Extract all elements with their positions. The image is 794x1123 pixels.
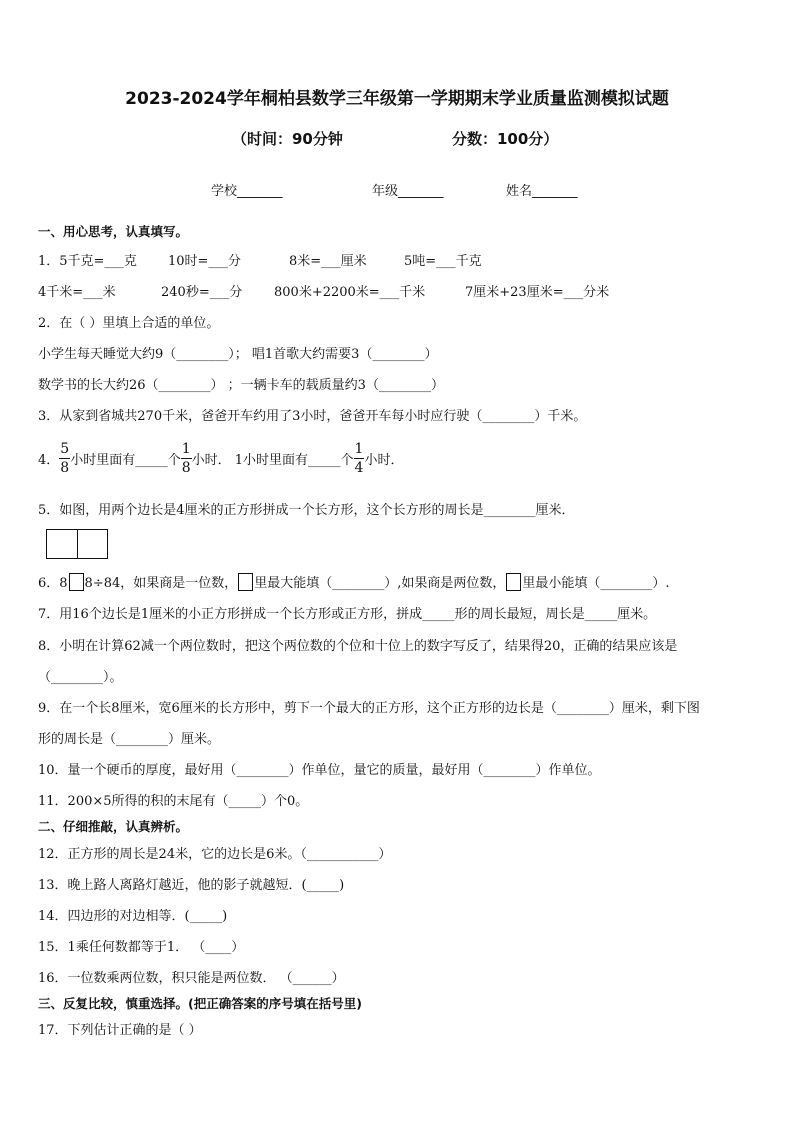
fraction-numerator: 1 [181,441,191,457]
question-4-prefix: 4． [38,453,60,468]
question-8-line-1: 8．小明在计算62减一个两位数时，把这个两位数的个位和十位上的数字写反了，结果得20，正确的结果应该是 [38,639,678,654]
question-2-line-2: 数学书的长大约26（________） ；一辆卡车的载质量约3（________） [38,378,444,393]
section-2-heading: 二、仔细推敲，认真辨析。 [38,819,189,834]
section-1-heading: 一、用心思考，认真填写。 [38,224,189,239]
exam-time: （时间：90分钟 [232,130,343,148]
question-4-text-3: 小时． [364,453,404,468]
question-16: 16．一位数乘两位数，积只能是两位数． （______） [38,971,345,986]
exam-score: 分数：100分） [452,130,559,148]
question-6-text-2: 8÷84，如果商是一位数， [84,576,238,591]
fraction-numerator: 5 [60,441,70,457]
fraction-denominator: 4 [354,460,364,476]
question-6 [38,572,670,591]
question-1e: 4千米=___米 [38,285,116,300]
section-3-heading: 三、反复比较，慎重选择。(把正确答案的序号填在括号里) [38,996,362,1011]
question-3: 3．从家到省城共270千米，爸爸开车约用了3小时，爸爸开车每小时应行驶（________）千米。 [38,409,587,424]
question-1g: 800米+2200米=___千米 [274,285,426,300]
question-1h: 7厘米+23厘米=___分米 [465,285,610,300]
question-1c: 8米=___厘米 [289,254,367,269]
question-1b: 10时=___分 [168,254,241,269]
question-6-text-3: 里最大能填（________）,如果商是两位数， [254,576,506,591]
question-15: 15．1乘任何数都等于1． （____） [38,940,245,955]
school-field: 学校_______ [211,184,283,199]
question-6-text-4: 里最小能填（________）. [522,576,670,591]
question-4-text-2: 小时． 1小时里面有_____个 [191,453,354,468]
question-1d: 5吨=___千克 [404,254,482,269]
question-4-text-1: 小时里面有_____个 [70,453,181,468]
rectangle-divider [77,530,78,558]
blank-box [238,573,253,591]
fraction-1-4 [354,442,365,475]
question-14: 14．四边形的对边相等．(_____) [38,909,228,924]
question-9-line-1: 9．在一个长8厘米，宽6厘米的长方形中，剪下一个最大的正方形，这个正方形的边长是（________）厘米，剩下图 [38,701,700,716]
question-2-line-1: 小学生每天睡觉大约9（________）； 唱1首歌大约需要3（________） [38,347,438,362]
page-title: 2023-2024学年桐柏县数学三年级第一学期期末学业质量监测模拟试题 [125,89,669,109]
name-field: 姓名_______ [506,184,578,199]
question-11: 11．200×5所得的积的末尾有（_____）个0。 [38,794,309,809]
grade-field: 年级_______ [372,184,444,199]
blank-box [506,573,521,591]
fraction-denominator: 8 [60,460,70,476]
question-5: 5．如图，用两个边长是4厘米的正方形拼成一个长方形，这个长方形的周长是________厘米． [38,503,575,518]
question-17: 17．下列估计正确的是（ ） [38,1023,202,1038]
question-8-line-2: （________）。 [38,670,123,685]
question-1f: 240秒=___分 [161,285,243,300]
question-1a: 1．5千克=___克 [38,254,137,269]
question-7: 7．用16个边长是1厘米的小正方形拼成一个长方形或正方形，拼成_____形的周长最短，周长是_____厘米。 [38,607,657,622]
question-13: 13．晚上路人离路灯越近，他的影子就越短．(_____) [38,878,345,893]
blank-box [69,573,84,591]
question-12: 12．正方形的周长是24米，它的边长是6米。（___________） [38,847,392,862]
fraction-5-8 [59,442,70,475]
question-10: 10．量一个硬币的厚度，最好用（________）作单位，量它的质量，最好用（________）作单位。 [38,763,601,778]
question-4 [38,442,403,475]
fraction-denominator: 8 [181,460,191,476]
two-squares-rectangle-figure [46,529,108,559]
question-6-text-1: 6．8 [38,576,68,591]
question-2-heading: 2．在（ ）里填上合适的单位。 [38,316,220,331]
fraction-1-8 [181,442,192,475]
question-9-line-2: 形的周长是（________）厘米。 [38,732,221,747]
fraction-numerator: 1 [354,441,364,457]
